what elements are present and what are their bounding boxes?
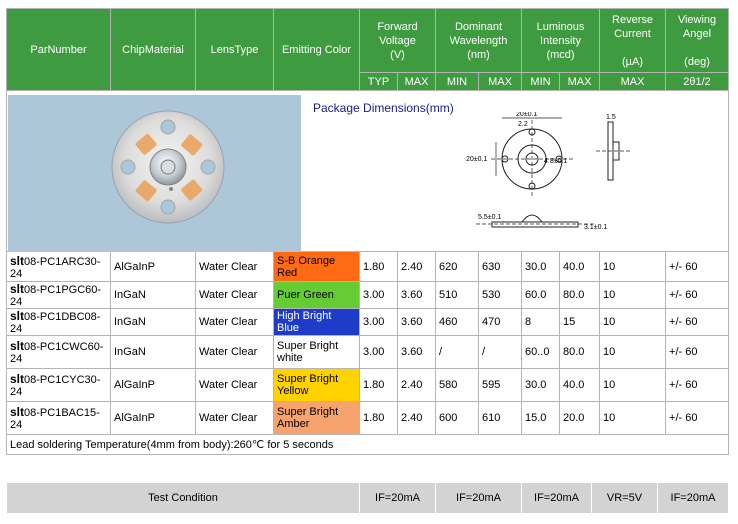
wl-min: 510 xyxy=(436,282,479,309)
iv-min: 8 xyxy=(522,309,560,336)
lens-type: Water Clear xyxy=(196,402,274,435)
chip-material: InGaN xyxy=(111,282,196,309)
header-part-number: ParNumber xyxy=(7,9,111,91)
dim-label: 1.5 xyxy=(606,114,616,121)
part-number: slt08-PC1ARC30-24 xyxy=(7,252,111,282)
iv-max: 40.0 xyxy=(560,369,600,402)
test-condition-ir: VR=5V xyxy=(592,483,658,514)
vf-max: 2.40 xyxy=(398,252,436,282)
drawing-bottom-led xyxy=(522,215,542,222)
iv-min: 30.0 xyxy=(522,369,560,402)
iv-min: 15.0 xyxy=(522,402,560,435)
lens-type: Water Clear xyxy=(196,336,274,369)
iv-max: 80.0 xyxy=(560,282,600,309)
note-row xyxy=(7,435,729,455)
ir-max: 10 xyxy=(600,336,666,369)
sub-min: MIN xyxy=(436,73,479,91)
header-luminous-intensity: Luminous Intensity (mcd) xyxy=(522,9,600,73)
part-number: slt08-PC1CYC30-24 xyxy=(7,369,111,402)
wl-min: 580 xyxy=(436,369,479,402)
wl-min: 620 xyxy=(436,252,479,282)
lens-type: Water Clear xyxy=(196,282,274,309)
header-viewing-angle: Viewing Angel (deg) xyxy=(666,9,729,73)
vf-max: 2.40 xyxy=(398,402,436,435)
viewing-angle: +/- 60 xyxy=(666,336,729,369)
test-condition-iv: IF=20mA xyxy=(522,483,592,514)
emitting-color: Puer Green xyxy=(274,282,360,309)
mount-hole xyxy=(201,160,215,174)
vf-max: 3.60 xyxy=(398,282,436,309)
viewing-angle: +/- 60 xyxy=(666,282,729,309)
test-condition-table xyxy=(6,482,729,514)
chip-material: AlGaInP xyxy=(111,369,196,402)
sub-max: MAX xyxy=(479,73,522,91)
led-marker xyxy=(169,187,173,191)
test-condition-vf: IF=20mA xyxy=(360,483,436,514)
sub-angle: 2θ1/2 xyxy=(666,73,729,91)
part-number: slt08-PC1CWC60-24 xyxy=(7,336,111,369)
header-lens-type: LensType xyxy=(196,9,274,91)
table-row xyxy=(7,282,729,309)
lens-type: Water Clear xyxy=(196,369,274,402)
wl-max: 595 xyxy=(479,369,522,402)
wl-min: 600 xyxy=(436,402,479,435)
sub-min: MIN xyxy=(522,73,560,91)
table-row xyxy=(7,402,729,435)
chip-material: AlGaInP xyxy=(111,402,196,435)
mount-hole xyxy=(161,120,175,134)
wl-max: 630 xyxy=(479,252,522,282)
lens-type: Water Clear xyxy=(196,252,274,282)
emitting-color: Super Bright white xyxy=(274,336,360,369)
drawing-bottom-board xyxy=(492,222,578,227)
test-condition-label: Test Condition xyxy=(7,483,360,514)
vf-max: 2.40 xyxy=(398,369,436,402)
mount-hole xyxy=(121,160,135,174)
ir-max: 10 xyxy=(600,252,666,282)
viewing-angle: +/- 60 xyxy=(666,369,729,402)
chip-material: InGaN xyxy=(111,336,196,369)
vf-typ: 3.00 xyxy=(360,336,398,369)
viewing-angle: +/- 60 xyxy=(666,402,729,435)
wl-max: 470 xyxy=(479,309,522,336)
table-row xyxy=(7,252,729,282)
dim-label: 4.8±0.1 xyxy=(544,158,568,165)
vf-typ: 1.80 xyxy=(360,252,398,282)
iv-max: 40.0 xyxy=(560,252,600,282)
vf-typ: 1.80 xyxy=(360,402,398,435)
emitting-color: Super Bright Yellow xyxy=(274,369,360,402)
emitting-color: High Bright Blue xyxy=(274,309,360,336)
viewing-angle: +/- 60 xyxy=(666,309,729,336)
sub-max: MAX xyxy=(560,73,600,91)
mount-hole xyxy=(161,200,175,214)
led-module-image xyxy=(8,95,301,252)
dim-label: 20±0.1 xyxy=(516,112,538,118)
part-number: slt08-PC1PGC60-24 xyxy=(7,282,111,309)
ir-max: 10 xyxy=(600,402,666,435)
ir-max: 10 xyxy=(600,369,666,402)
header-chip-material: ChipMaterial xyxy=(111,9,196,91)
iv-max: 15 xyxy=(560,309,600,336)
product-photo xyxy=(8,95,301,252)
table-row xyxy=(7,336,729,369)
ir-max: 10 xyxy=(600,282,666,309)
vf-typ: 3.00 xyxy=(360,282,398,309)
emitting-color: S-B Orange Red xyxy=(274,252,360,282)
viewing-angle: +/- 60 xyxy=(666,252,729,282)
test-condition-wl: IF=20mA xyxy=(436,483,522,514)
vf-max: 3.60 xyxy=(398,309,436,336)
test-condition-row xyxy=(7,483,729,514)
dim-label: 2.2 xyxy=(518,121,528,128)
header-emitting-color: Emitting Color xyxy=(274,9,360,91)
ir-max: 10 xyxy=(600,309,666,336)
test-condition-angle: IF=20mA xyxy=(658,483,729,514)
dim-label: 3.1±0.1 xyxy=(584,224,608,231)
iv-max: 20.0 xyxy=(560,402,600,435)
wl-max: 610 xyxy=(479,402,522,435)
chip-material: InGaN xyxy=(111,309,196,336)
iv-max: 80.0 xyxy=(560,336,600,369)
header-dominant-wavelength: Dominant Wavelength (nm) xyxy=(436,9,522,73)
emitting-color: Super Bright Amber xyxy=(274,402,360,435)
wl-min: / xyxy=(436,336,479,369)
chip-material: AlGaInP xyxy=(111,252,196,282)
sub-max: MAX xyxy=(398,73,436,91)
soldering-note: Lead soldering Temperature(4mm from body):260℃ for 5 seconds xyxy=(7,435,729,455)
wl-min: 460 xyxy=(436,309,479,336)
header-forward-voltage: Forward Voltage (V) xyxy=(360,9,436,73)
vf-typ: 3.00 xyxy=(360,309,398,336)
part-number: slt08-PC1DBC08-24 xyxy=(7,309,111,336)
sub-typ: TYP xyxy=(360,73,398,91)
part-number: slt08-PC1BAC15-24 xyxy=(7,402,111,435)
table-row xyxy=(7,369,729,402)
led-chip xyxy=(161,160,175,174)
iv-min: 60..0 xyxy=(522,336,560,369)
table-row xyxy=(7,309,729,336)
header-reverse-current: Reverse Current (µA) xyxy=(600,9,666,73)
vf-typ: 1.80 xyxy=(360,369,398,402)
sub-max: MAX xyxy=(600,73,666,91)
wl-max: / xyxy=(479,336,522,369)
vf-max: 3.60 xyxy=(398,336,436,369)
iv-min: 30.0 xyxy=(522,252,560,282)
wl-max: 530 xyxy=(479,282,522,309)
lens-type: Water Clear xyxy=(196,309,274,336)
header-row xyxy=(7,9,729,73)
package-title: Package Dimensions(mm) xyxy=(313,101,454,115)
dim-label: 20±0.1 xyxy=(466,156,488,163)
iv-min: 60.0 xyxy=(522,282,560,309)
dimension-drawing xyxy=(456,112,636,242)
dim-label: 5.5±0.1 xyxy=(478,214,502,221)
